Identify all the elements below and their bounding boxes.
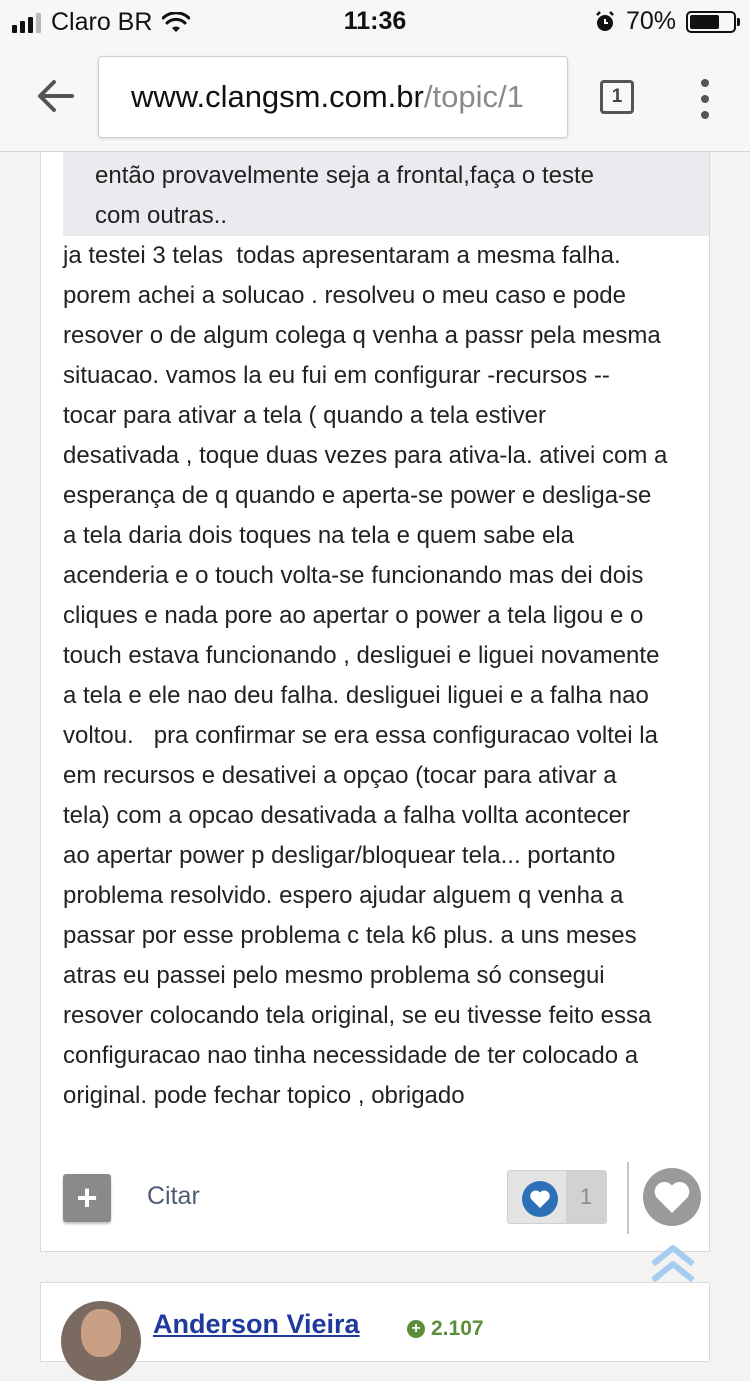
heart-icon [652, 1179, 692, 1215]
status-bar [0, 0, 750, 40]
quote-line: com outras.. [95, 202, 228, 229]
body-line: configuracao nao tinha necessidade de ter colocado a [63, 1042, 639, 1069]
scroll-to-top-icon[interactable] [648, 1238, 698, 1288]
quoted-text [63, 152, 709, 236]
body-line: ja testei 3 telas todas apresentaram a mesma falha. [63, 242, 621, 269]
author-name-link[interactable]: Anderson Vieira [153, 1309, 360, 1339]
body-line: voltou. pra confirmar se era essa configuracao voltei la [63, 722, 658, 749]
body-line: ao apertar power p desligar/bloquear tela... portanto [63, 842, 616, 869]
overflow-menu-icon[interactable] [694, 76, 716, 122]
carrier-name: Claro BR [51, 8, 153, 36]
reaction-summary[interactable] [507, 1170, 607, 1224]
body-line: resover o de algum colega q venha a passr pela mesma [63, 322, 661, 349]
quote-button[interactable]: Citar [147, 1182, 200, 1210]
heart-icon [529, 1189, 551, 1209]
body-line: resover colocando tela original, se eu tivesse feito essa [63, 1002, 652, 1029]
heart-reaction-icon [522, 1181, 558, 1217]
status-right [594, 7, 736, 36]
clock: 11:36 [343, 7, 407, 35]
browser-toolbar [0, 40, 750, 152]
plus-circle-icon: + [407, 1320, 425, 1338]
tab-switcher-button[interactable]: 1 [600, 80, 634, 114]
url-domain: www.clangsm.com.br [131, 79, 424, 114]
body-line: a tela daria dois toques na tela e quem sabe ela [63, 522, 575, 549]
body-line: esperança de q quando e aperta-se power e desliga-se [63, 482, 652, 509]
body-line: cliques e nada pore ao apertar o power a tela ligou e o [63, 602, 644, 629]
body-line: original. pode fechar topico , obrigado [63, 1082, 465, 1109]
quote-line: então provavelmente seja a frontal,faça o teste [95, 162, 594, 189]
body-line: atras eu passei pelo mesmo problema só consegui [63, 962, 605, 989]
reputation-value: 2.107 [431, 1317, 484, 1340]
reaction-count: 1 [566, 1171, 606, 1223]
url-text [131, 79, 524, 115]
next-post-card [40, 1282, 710, 1362]
body-line: situacao. vamos la eu fui em configurar -recursos -- [63, 362, 610, 389]
body-line: passar por esse problema c tela k6 plus. a uns meses [63, 922, 637, 949]
body-line: desativada , toque duas vezes para ativa-la. ativei com a [63, 442, 668, 469]
post-body [63, 236, 709, 1116]
divider [627, 1162, 629, 1234]
battery-level [690, 15, 719, 29]
avatar[interactable] [61, 1301, 141, 1381]
body-line: tocar para ativar a tela ( quando a tela estiver [63, 402, 546, 429]
like-button[interactable] [643, 1168, 701, 1226]
body-line: tela) com a opcao desativada a falha vollta acontecer [63, 802, 631, 829]
back-arrow-icon[interactable] [30, 70, 82, 122]
url-bar[interactable] [98, 56, 568, 138]
alarm-icon [594, 11, 616, 33]
body-line: acenderia e o touch volta-se funcionando mas dei dois [63, 562, 644, 589]
post-card [40, 152, 710, 1252]
body-line: problema resolvido. espero ajudar alguem q venha a [63, 882, 624, 909]
body-line: em recursos e desativei a opçao (tocar para ativar a [63, 762, 617, 789]
body-line: porem achei a solucao . resolveu o meu caso e pode [63, 282, 627, 309]
battery-icon [686, 11, 736, 33]
battery-percent: 70% [625, 7, 676, 35]
reputation-badge [407, 1317, 484, 1341]
url-path: /topic/1 [423, 79, 524, 114]
body-line: touch estava funcionando , desliguei e liguei novamente [63, 642, 660, 669]
multiquote-plus-button[interactable]: + [63, 1174, 111, 1222]
body-line: a tela e ele nao deu falha. desliguei liguei e a falha nao [63, 682, 649, 709]
